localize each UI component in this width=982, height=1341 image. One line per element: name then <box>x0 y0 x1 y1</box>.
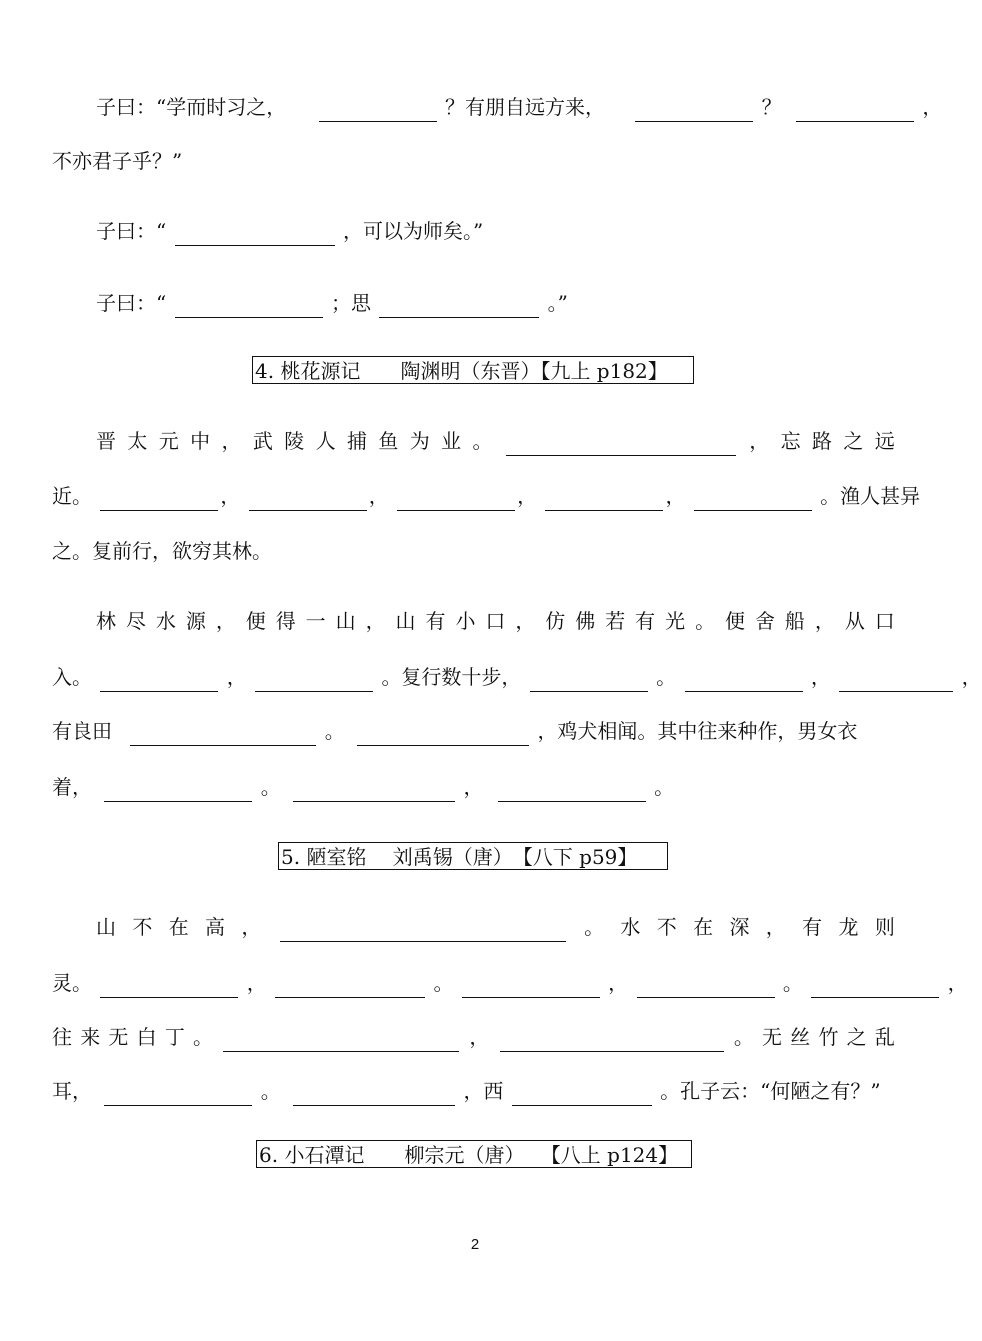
blank[interactable] <box>249 488 367 511</box>
blank[interactable] <box>293 779 455 802</box>
text: 口 <box>874 609 895 633</box>
text: 。” <box>547 291 568 315</box>
text: 尽 <box>125 609 146 633</box>
text: 在 <box>168 915 189 939</box>
blank[interactable] <box>104 1083 252 1106</box>
blank[interactable] <box>397 488 515 511</box>
blank[interactable] <box>357 723 529 746</box>
text: 人 <box>315 429 336 453</box>
text: 远 <box>874 429 895 453</box>
text: 佛 <box>575 609 596 633</box>
text: ， <box>215 609 236 633</box>
loushi-line-3 <box>52 1022 895 1052</box>
text: 竹 <box>818 1025 839 1049</box>
blank[interactable] <box>223 1029 459 1052</box>
text: 。复行数十步， <box>381 665 522 689</box>
text: 。 <box>260 775 281 799</box>
text: 入。 <box>52 665 92 689</box>
blank[interactable] <box>379 295 539 318</box>
text: 无 <box>762 1025 783 1049</box>
text: 之。复前行，欲穷其林。 <box>52 539 272 563</box>
blank[interactable] <box>796 99 914 122</box>
text: 有 <box>635 609 656 633</box>
text: 灵。 <box>52 971 92 995</box>
text: 龙 <box>838 915 859 939</box>
text: 晋 <box>96 429 116 453</box>
text: 之 <box>846 1025 867 1049</box>
text: 。 <box>654 775 675 799</box>
text: 一 <box>305 609 326 633</box>
text: ， <box>515 609 536 633</box>
text: 丝 <box>790 1025 811 1049</box>
text: 元 <box>158 429 179 453</box>
text: 往 <box>52 1025 72 1049</box>
text: 武 <box>252 429 273 453</box>
text: 口 <box>485 609 506 633</box>
text: ， <box>814 609 835 633</box>
text: 。 <box>472 429 493 453</box>
section-heading: 4. 桃花源记 陶渊明（东晋）【九上 p182】 <box>252 356 694 384</box>
text: ， <box>608 971 629 995</box>
text: 子曰：“学而时习之， <box>96 95 287 119</box>
text: ， <box>765 915 786 939</box>
text: 鱼 <box>378 429 399 453</box>
text: 从 <box>844 609 865 633</box>
text: 便 <box>725 609 746 633</box>
blank[interactable] <box>293 1083 455 1106</box>
text: 在 <box>693 915 714 939</box>
blank[interactable] <box>280 919 566 942</box>
text: ， <box>226 665 247 689</box>
text: 。 <box>193 1025 214 1049</box>
text: ？有朋自远方来， <box>444 95 605 119</box>
text: 太 <box>127 429 148 453</box>
text: 山 <box>335 609 356 633</box>
text: ；思 <box>330 291 371 315</box>
text: 。 <box>260 1079 281 1103</box>
text: 忘 <box>780 429 801 453</box>
text: 子曰：“ <box>96 291 167 315</box>
text: ， <box>749 429 770 453</box>
taohua-line-3 <box>52 536 895 566</box>
text: 若 <box>605 609 626 633</box>
text: ， <box>922 95 943 119</box>
text: 无 <box>108 1025 129 1049</box>
text: 舍 <box>754 609 775 633</box>
text: 山 <box>395 609 416 633</box>
taohua-line-7 <box>52 772 895 802</box>
text: 路 <box>812 429 832 453</box>
text: ， <box>221 429 242 453</box>
blank[interactable] <box>100 975 238 998</box>
text: ， <box>947 971 968 995</box>
taohua-line-2: 近。 ， ， ， ， 。渔人甚异 <box>52 481 895 511</box>
blank[interactable] <box>104 779 252 802</box>
text: 近。 <box>52 484 92 508</box>
taohua-line-5 <box>52 662 982 692</box>
text: 便 <box>245 609 266 633</box>
lunyu-line-4 <box>96 288 895 318</box>
blank[interactable] <box>255 669 373 692</box>
blank[interactable] <box>506 433 736 456</box>
text: 耳， <box>52 1079 92 1103</box>
text: 山 <box>96 915 116 939</box>
text: 有 <box>425 609 446 633</box>
text: 。 <box>433 971 454 995</box>
blank[interactable] <box>175 223 335 246</box>
blank[interactable] <box>530 669 648 692</box>
text: ，鸡犬相闻。其中往来种作，男女衣 <box>537 719 858 743</box>
text: 来 <box>80 1025 101 1049</box>
text: 。 <box>324 719 345 743</box>
section-heading: 6. 小石潭记 柳宗元（唐） 【八上 p124】 <box>256 1140 692 1168</box>
text: 仿 <box>545 609 566 633</box>
text: 光 <box>665 609 686 633</box>
text: ， <box>469 1025 490 1049</box>
taohua-line-6 <box>52 716 895 746</box>
text: ， <box>246 971 267 995</box>
text: 得 <box>275 609 296 633</box>
blank[interactable] <box>130 723 316 746</box>
text: 高 <box>205 915 226 939</box>
text: ，西 <box>463 1079 504 1103</box>
lunyu-line-2 <box>52 146 895 176</box>
lunyu-line-3 <box>96 216 895 246</box>
blank[interactable] <box>637 975 775 998</box>
text: 不 <box>132 915 153 939</box>
text: 水 <box>155 609 176 633</box>
blank[interactable] <box>839 669 953 692</box>
text: 捕 <box>347 429 367 453</box>
loushi-line-1 <box>96 912 895 942</box>
blank[interactable] <box>635 99 753 122</box>
text: 。 <box>584 915 605 939</box>
text: 则 <box>874 915 895 939</box>
text: ， <box>463 775 484 799</box>
lunyu-line-1 <box>96 92 943 122</box>
blank[interactable] <box>545 488 663 511</box>
blank[interactable] <box>512 1083 652 1106</box>
text: ， <box>241 915 262 939</box>
text: 不亦君子乎？” <box>52 149 183 173</box>
text: 水 <box>620 915 641 939</box>
text: 陵 <box>284 429 305 453</box>
blank[interactable] <box>811 975 939 998</box>
text: ， <box>810 665 831 689</box>
text: 。 <box>733 1025 754 1049</box>
blank[interactable] <box>498 779 646 802</box>
text: ， <box>365 609 386 633</box>
loushi-line-2 <box>52 968 968 998</box>
taohua-line-4 <box>96 606 895 636</box>
blank[interactable] <box>694 488 812 511</box>
text: 子曰：“ <box>96 219 167 243</box>
text: 为 <box>409 429 430 453</box>
blank[interactable] <box>685 669 803 692</box>
page-number: 2 <box>470 1236 480 1253</box>
loushi-line-4 <box>52 1076 895 1106</box>
taohua-line-1 <box>96 426 895 456</box>
text: 。渔人甚异 <box>820 484 921 508</box>
text: 有 <box>802 915 823 939</box>
text: 。 <box>782 971 803 995</box>
text: 有良田 <box>52 719 112 743</box>
text: 小 <box>455 609 476 633</box>
text: 林 <box>96 609 116 633</box>
text: ，可以为师矣。” <box>342 219 484 243</box>
text: 船 <box>784 609 805 633</box>
blank[interactable] <box>319 99 437 122</box>
text: 乱 <box>874 1025 895 1049</box>
blank[interactable] <box>275 975 425 998</box>
text: ？ <box>761 95 782 119</box>
text: 源 <box>185 609 206 633</box>
text: 业 <box>441 429 462 453</box>
text: ， <box>961 665 982 689</box>
text: 中 <box>190 429 211 453</box>
text: 。 <box>695 609 716 633</box>
section-heading: 5. 陋室铭 刘禹锡（唐） 【八下 p59】 <box>278 842 668 870</box>
text: 白 <box>136 1025 157 1049</box>
blank[interactable] <box>100 488 218 511</box>
blank[interactable] <box>462 975 600 998</box>
blank[interactable] <box>100 669 218 692</box>
text: 不 <box>656 915 677 939</box>
text: 着， <box>52 775 92 799</box>
text: 之 <box>843 429 864 453</box>
text: 。孔子云：“何陋之有？” <box>660 1079 881 1103</box>
blank[interactable] <box>500 1029 724 1052</box>
text: 。 <box>656 665 677 689</box>
blank[interactable] <box>175 295 323 318</box>
text: 深 <box>729 915 750 939</box>
text: 丁 <box>164 1025 185 1049</box>
